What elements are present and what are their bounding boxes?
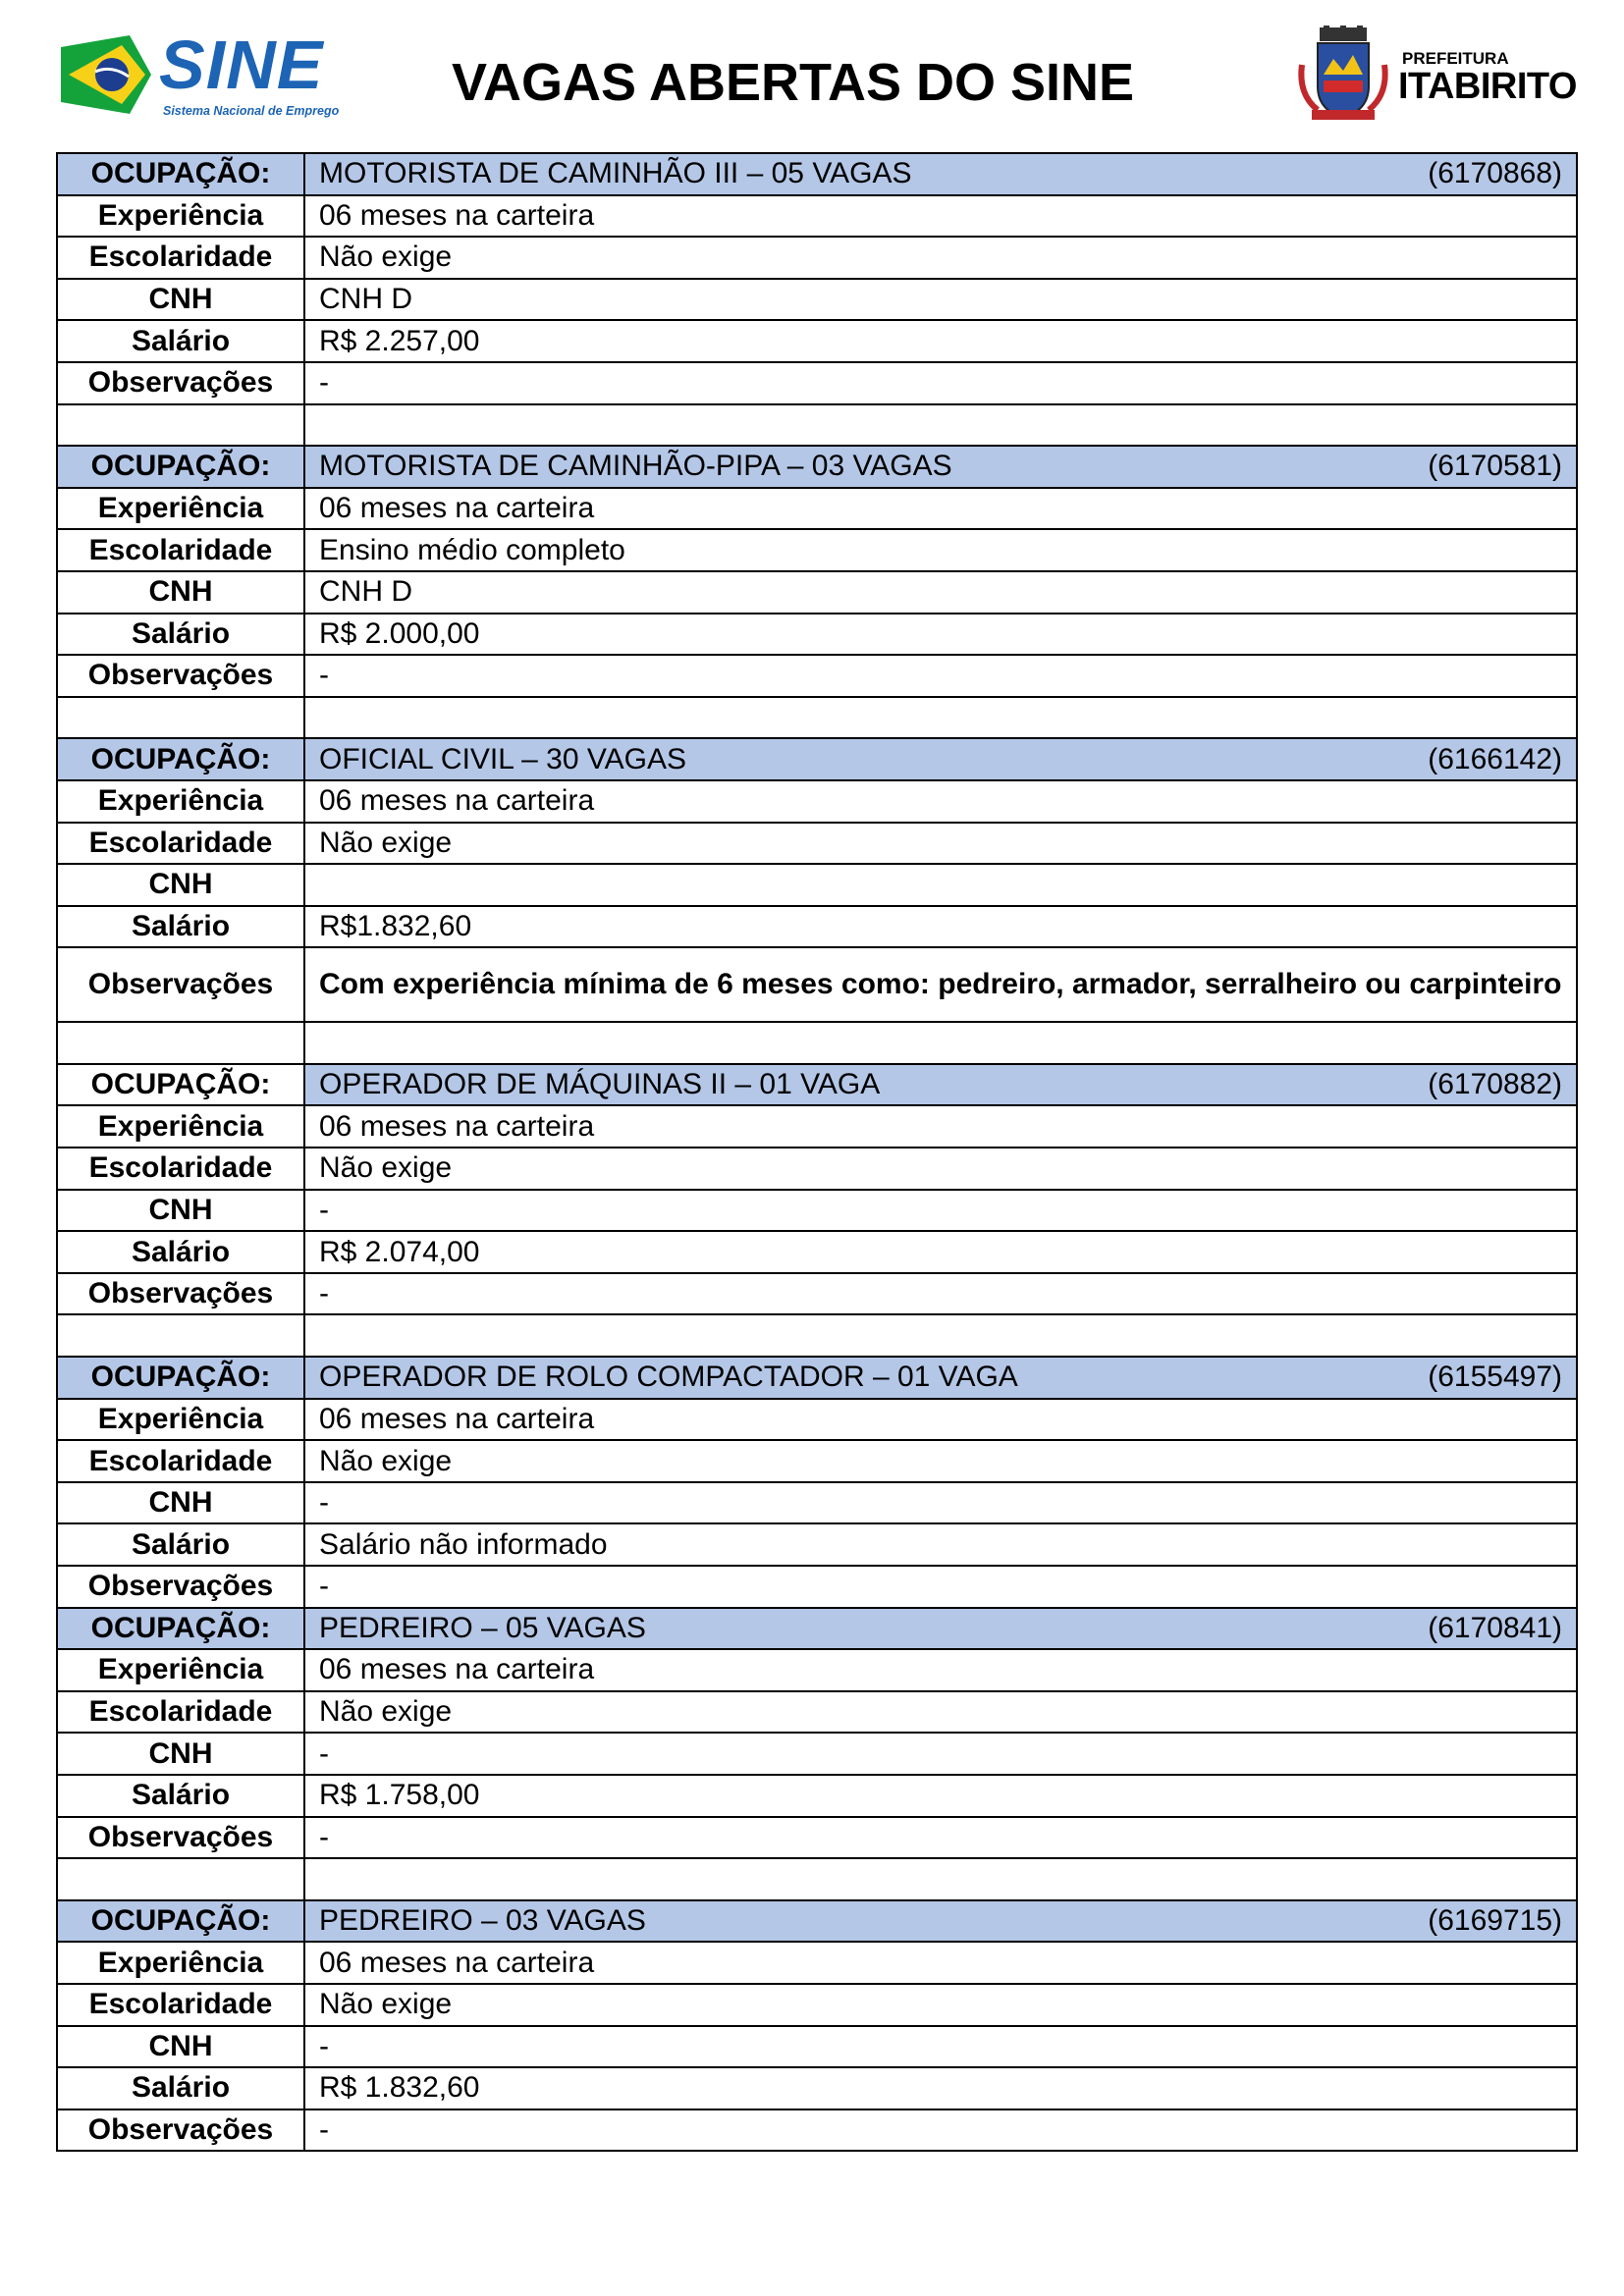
license-value: CNH D [304,571,1577,614]
notes-value: Com experiência mínima de 6 meses como: pedreiro, armador, serralheiro ou carpinteiro [304,947,1577,1022]
education-value: Ensino médio completo [304,529,1577,571]
occupation-label: OCUPAÇÃO: [57,1357,304,1399]
occupation-code: (6166142) [1428,742,1562,775]
salary-label: Salário [57,1231,304,1273]
sine-subtitle: Sistema Nacional de Emprego [163,104,340,118]
occupation-cell [304,1608,1577,1650]
prefeitura-label: PREFEITURA [1402,49,1509,68]
education-label: Escolaridade [57,1984,304,2026]
detail-row [57,1273,1577,1315]
detail-row [57,1775,1577,1817]
detail-row [57,1440,1577,1482]
occupation-title: MOTORISTA DE CAMINHÃO-PIPA – 03 VAGAS [319,450,952,483]
experience-label: Experiência [57,780,304,823]
occupation-cell [304,446,1577,488]
education-label: Escolaridade [57,1440,304,1482]
education-label: Escolaridade [57,1148,304,1190]
salary-value: R$ 1.758,00 [304,1775,1577,1817]
notes-value: - [304,655,1577,697]
license-label: CNH [57,1190,304,1232]
spacer-row [57,1022,1577,1064]
detail-row [57,320,1577,362]
occupation-title: PEDREIRO – 05 VAGAS [319,1611,646,1644]
detail-row [57,279,1577,321]
detail-row [57,1399,1577,1441]
education-label: Escolaridade [57,1691,304,1734]
experience-label: Experiência [57,195,304,238]
license-value: CNH D [304,279,1577,321]
notes-value: - [304,1273,1577,1315]
education-value: Não exige [304,1440,1577,1482]
experience-label: Experiência [57,1105,304,1148]
experience-label: Experiência [57,488,304,530]
city-name: ITABIRITO [1398,66,1577,107]
experience-value: 06 meses na carteira [304,1649,1577,1691]
occupation-title: OPERADOR DE ROLO COMPACTADOR – 01 VAGA [319,1361,1018,1394]
detail-row [57,864,1577,906]
salary-label: Salário [57,1775,304,1817]
license-value [304,864,1577,906]
education-label: Escolaridade [57,529,304,571]
salary-value: Salário não informado [304,1523,1577,1566]
occupation-title: OPERADOR DE MÁQUINAS II – 01 VAGA [319,1068,881,1101]
detail-row [57,1482,1577,1524]
notes-value: - [304,1817,1577,1859]
salary-value: R$ 2.000,00 [304,614,1577,656]
detail-row [57,947,1577,1022]
occupation-cell [304,1900,1577,1943]
detail-row [57,2026,1577,2068]
detail-row [57,1942,1577,1984]
spacer-cell [304,697,1577,739]
license-value: - [304,1190,1577,1232]
occupation-title: PEDREIRO – 03 VAGAS [319,1904,646,1938]
education-value: Não exige [304,1148,1577,1190]
experience-label: Experiência [57,1942,304,1984]
spacer-cell [304,1858,1577,1900]
detail-row [57,1523,1577,1566]
detail-row [57,1691,1577,1734]
spacer-cell [57,404,304,447]
license-label: CNH [57,864,304,906]
experience-label: Experiência [57,1399,304,1441]
detail-row [57,1984,1577,2026]
detail-row [57,1733,1577,1775]
occupation-label: OCUPAÇÃO: [57,1608,304,1650]
notes-label: Observações [57,1566,304,1608]
education-value: Não exige [304,1984,1577,2026]
occupation-cell [304,1357,1577,1399]
detail-row [57,362,1577,404]
detail-row [57,1817,1577,1859]
spacer-cell [304,404,1577,447]
salary-label: Salário [57,2067,304,2109]
detail-row [57,2067,1577,2109]
spacer-row [57,697,1577,739]
notes-label: Observações [57,2109,304,2152]
notes-value: - [304,1566,1577,1608]
occupation-code: (6155497) [1428,1361,1562,1394]
license-label: CNH [57,1733,304,1775]
experience-label: Experiência [57,1649,304,1691]
job-listings-table [56,152,1578,2152]
detail-row [57,571,1577,614]
occupation-code: (6170841) [1428,1611,1562,1644]
detail-row [57,237,1577,279]
notes-label: Observações [57,655,304,697]
spacer-cell [57,697,304,739]
notes-label: Observações [57,1273,304,1315]
detail-row [57,780,1577,823]
experience-value: 06 meses na carteira [304,1399,1577,1441]
spacer-cell [304,1314,1577,1357]
detail-row [57,1148,1577,1190]
license-label: CNH [57,1482,304,1524]
detail-row [57,1190,1577,1232]
education-value: Não exige [304,1691,1577,1734]
occupation-row [57,446,1577,488]
salary-label: Salário [57,614,304,656]
notes-value: - [304,2109,1577,2152]
spacer-row [57,404,1577,447]
license-label: CNH [57,2026,304,2068]
occupation-cell [304,1064,1577,1106]
occupation-title: OFICIAL CIVIL – 30 VAGAS [319,742,687,775]
page-title: VAGAS ABERTAS DO SINE [452,53,1135,112]
spacer-row [57,1314,1577,1357]
experience-value: 06 meses na carteira [304,1942,1577,1984]
detail-row [57,906,1577,948]
occupation-label: OCUPAÇÃO: [57,738,304,780]
occupation-label: OCUPAÇÃO: [57,153,304,195]
occupation-label: OCUPAÇÃO: [57,446,304,488]
city-crest-icon [1294,26,1392,124]
license-label: CNH [57,279,304,321]
salary-label: Salário [57,1523,304,1566]
license-value: - [304,2026,1577,2068]
notes-label: Observações [57,1817,304,1859]
detail-row [57,655,1577,697]
page-header [0,0,1624,147]
experience-value: 06 meses na carteira [304,1105,1577,1148]
license-value: - [304,1733,1577,1775]
notes-label: Observações [57,947,304,1022]
salary-label: Salário [57,320,304,362]
detail-row [57,1105,1577,1148]
occupation-row [57,1608,1577,1650]
detail-row [57,2109,1577,2152]
spacer-cell [57,1022,304,1064]
occupation-code: (6169715) [1428,1904,1562,1938]
sine-logo [61,29,346,123]
occupation-label: OCUPAÇÃO: [57,1900,304,1943]
occupation-cell [304,153,1577,195]
detail-row [57,823,1577,865]
detail-row [57,1649,1577,1691]
experience-value: 06 meses na carteira [304,195,1577,238]
detail-row [57,1231,1577,1273]
salary-value: R$ 1.832,60 [304,2067,1577,2109]
occupation-row [57,738,1577,780]
occupation-code: (6170581) [1428,450,1562,483]
occupation-row [57,1064,1577,1106]
detail-row [57,614,1577,656]
spacer-cell [304,1022,1577,1064]
prefeitura-logo [1294,26,1577,124]
license-value: - [304,1482,1577,1524]
spacer-row [57,1858,1577,1900]
salary-value: R$ 2.074,00 [304,1231,1577,1273]
experience-value: 06 meses na carteira [304,780,1577,823]
occupation-cell [304,738,1577,780]
occupation-code: (6170882) [1428,1068,1562,1101]
salary-value: R$1.832,60 [304,906,1577,948]
spacer-cell [57,1858,304,1900]
notes-value: - [304,362,1577,404]
spacer-cell [57,1314,304,1357]
brazil-flag-icon [61,35,151,114]
occupation-row [57,1357,1577,1399]
occupation-code: (6170868) [1428,157,1562,190]
occupation-row [57,1900,1577,1943]
detail-row [57,1566,1577,1608]
occupation-title: MOTORISTA DE CAMINHÃO III – 05 VAGAS [319,157,912,190]
education-value: Não exige [304,823,1577,865]
license-label: CNH [57,571,304,614]
education-value: Não exige [304,237,1577,279]
detail-row [57,488,1577,530]
experience-value: 06 meses na carteira [304,488,1577,530]
occupation-row [57,153,1577,195]
education-label: Escolaridade [57,823,304,865]
salary-label: Salário [57,906,304,948]
notes-label: Observações [57,362,304,404]
sine-wordmark: SINE [159,27,324,103]
detail-row [57,195,1577,238]
detail-row [57,529,1577,571]
occupation-label: OCUPAÇÃO: [57,1064,304,1106]
salary-value: R$ 2.257,00 [304,320,1577,362]
education-label: Escolaridade [57,237,304,279]
